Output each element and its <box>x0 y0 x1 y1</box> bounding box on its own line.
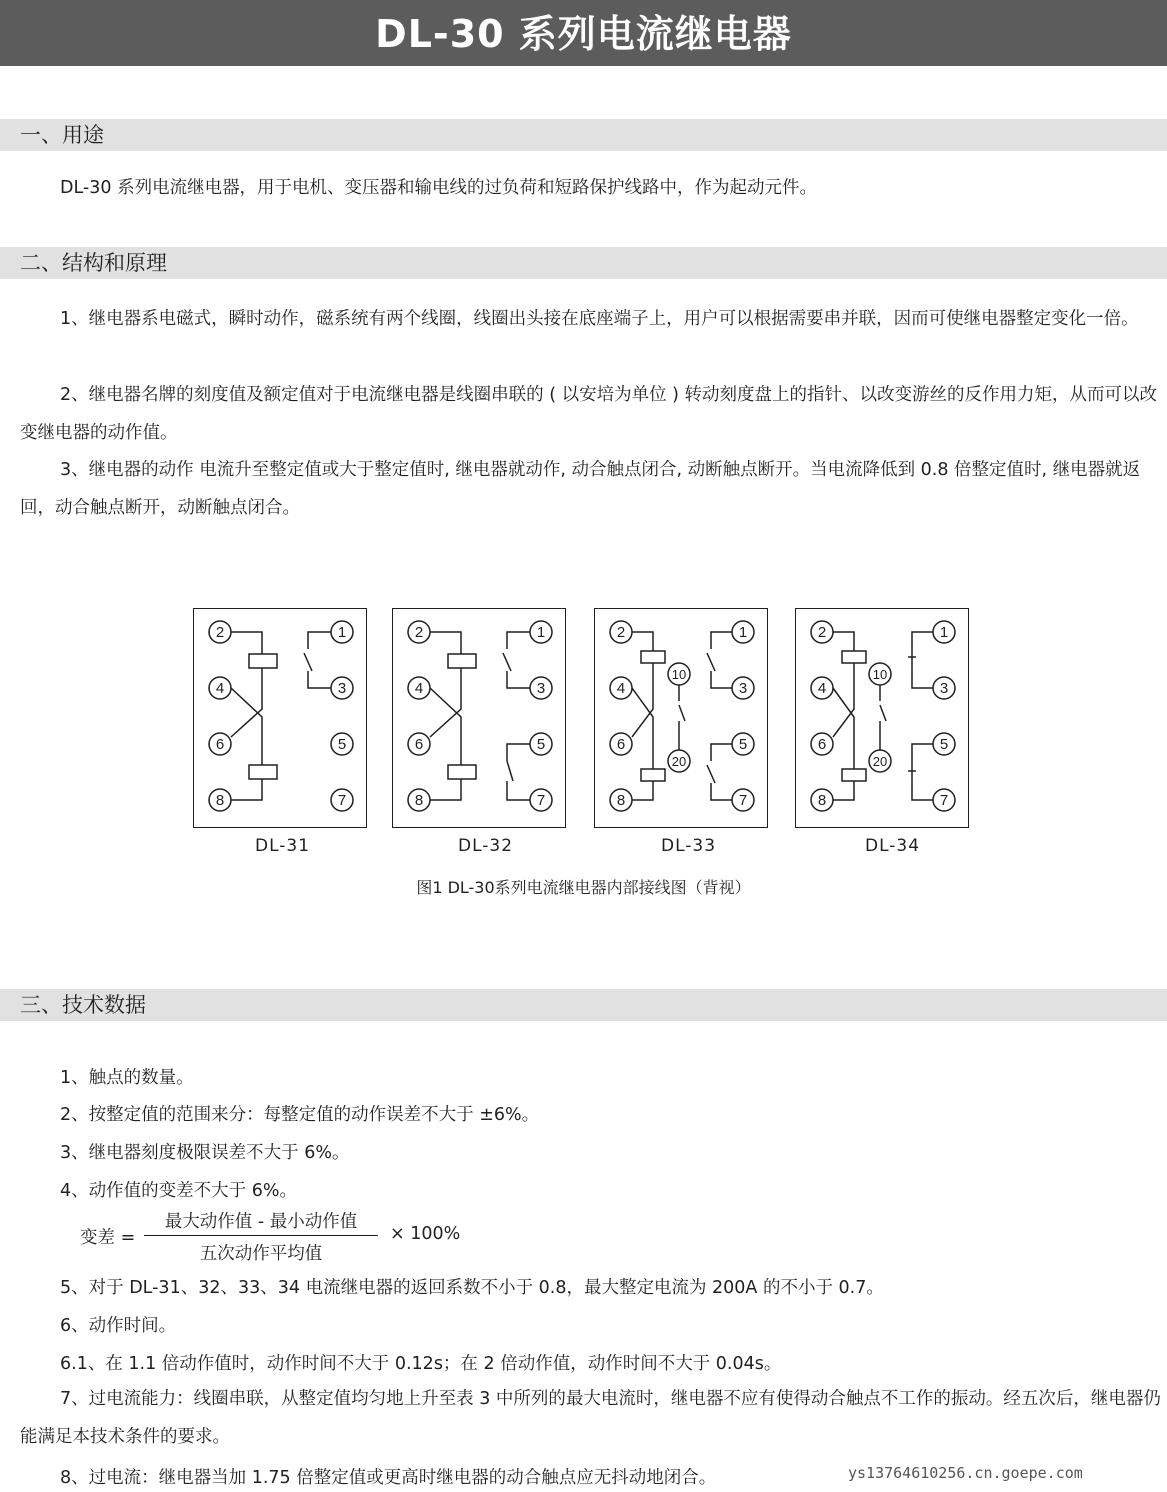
terminal-label: 10 <box>671 667 687 682</box>
terminal-label: 4 <box>414 680 424 697</box>
terminal-label: 7 <box>939 792 949 809</box>
formula-lhs: 变差 = <box>80 1228 136 1248</box>
terminal-label: 7 <box>738 792 748 809</box>
terminal-label: 8 <box>817 792 827 809</box>
terminal-label: 3 <box>939 680 949 697</box>
terminal-label: 2 <box>616 624 626 641</box>
structure-paragraph-2: 2、继电器名牌的刻度值及额定值对于电流继电器是线圈串联的 ( 以安培为单位 ) 转动刻度盘上的指针、以改变游丝的反作用力矩，从而可以改变继电器的动作值。 <box>20 385 1158 443</box>
tech-item-7: 7、过电流能力：线圈串联，从整定值均匀地上升至表 3 中所列的最大电流时，继电器不应有使得动合触点不工作的振动。经五次后，继电器仍能满足本技术条件的要求。 <box>20 1389 1161 1447</box>
terminal-label: 10 <box>872 667 888 682</box>
diagram-caption-dl34: DL-34 <box>865 836 921 856</box>
terminal-label: 5 <box>939 736 949 753</box>
wiring-diagram-dl32 <box>392 608 566 828</box>
terminal-label: 8 <box>414 792 424 809</box>
terminal-label: 5 <box>337 736 347 753</box>
terminal-label: 6 <box>414 736 424 753</box>
wiring-diagram-dl31 <box>193 608 367 828</box>
diagram-caption-dl31: DL-31 <box>255 836 311 856</box>
terminal-label: 1 <box>939 624 949 641</box>
terminal-label: 4 <box>616 680 626 697</box>
terminal-label: 6 <box>215 736 225 753</box>
formula-numerator: 最大动作值 - 最小动作值 <box>164 1212 358 1232</box>
terminal-label: 3 <box>337 680 347 697</box>
terminal-label: 3 <box>738 680 748 697</box>
terminal-label: 20 <box>872 754 888 769</box>
terminal-label: 1 <box>738 624 748 641</box>
diagram-caption-dl32: DL-32 <box>458 836 514 856</box>
terminal-label: 1 <box>536 624 546 641</box>
terminal-label: 5 <box>738 736 748 753</box>
figure-caption: 图1 DL-30系列电流继电器内部接线图（背视） <box>416 878 751 897</box>
terminal-label: 6 <box>616 736 626 753</box>
fraction-bar <box>144 1235 378 1236</box>
terminal-label: 7 <box>337 792 347 809</box>
page-title: DL-30 系列电流继电器 <box>0 0 1167 66</box>
tech-item-5: 5、对于 DL-31、32、33、34 电流继电器的返回系数不小于 0.8，最大整定电流为 200A 的不小于 0.7。 <box>60 1278 884 1298</box>
terminal-label: 2 <box>414 624 424 641</box>
section-heading-usage: 一、用途 <box>0 119 1167 151</box>
terminal-label: 2 <box>215 624 225 641</box>
terminal-label: 7 <box>536 792 546 809</box>
structure-paragraph-1: 1、继电器系电磁式，瞬时动作，磁系统有两个线圈，线圈出头接在底座端子上，用户可以根据需要串并联，因而可使继电器整定变化一倍。 <box>60 309 1139 329</box>
terminal-label: 8 <box>616 792 626 809</box>
tech-item-1: 1、触点的数量。 <box>60 1068 194 1088</box>
terminal-label: 5 <box>536 736 546 753</box>
diagram-caption-dl33: DL-33 <box>661 836 717 856</box>
tech-item-3: 3、继电器刻度极限误差不大于 6%。 <box>60 1143 350 1163</box>
wiring-diagram-dl34 <box>795 608 969 828</box>
terminal-label: 8 <box>215 792 225 809</box>
terminal-label: 3 <box>536 680 546 697</box>
variance-formula <box>80 1208 500 1266</box>
terminal-label: 4 <box>817 680 827 697</box>
structure-paragraph-3: 3、继电器的动作 电流升至整定值或大于整定值时, 继电器就动作, 动合触点闭合, 动断触点断开。当电流降低到 0.8 倍整定值时, 继电器就返回，动合触点断开，动断触点闭合。 <box>20 460 1141 518</box>
terminal-label: 2 <box>817 624 827 641</box>
tech-item-6-1: 6.1、在 1.1 倍动作值时，动作时间不大于 0.12s；在 2 倍动作值，动作时间不大于 0.04s。 <box>60 1354 782 1374</box>
terminal-label: 4 <box>215 680 225 697</box>
terminal-label: 20 <box>671 754 687 769</box>
usage-text: DL-30 系列电流继电器，用于电机、变压器和输电线的过负荷和短路保护线路中，作为起动元件。 <box>60 178 818 198</box>
section-heading-tech: 三、技术数据 <box>0 989 1167 1021</box>
tech-item-4: 4、动作值的变差不大于 6%。 <box>60 1181 297 1201</box>
tech-item-6: 6、动作时间。 <box>60 1316 177 1336</box>
wiring-diagram-dl33 <box>594 608 768 828</box>
terminal-label: 6 <box>817 736 827 753</box>
formula-denominator: 五次动作平均值 <box>199 1244 323 1264</box>
tech-item-2: 2、按整定值的范围来分：每整定值的动作误差不大于 ±6%。 <box>60 1105 540 1125</box>
watermark-text: ys13764610256.cn.goepe.com <box>848 1464 1083 1482</box>
section-heading-structure: 二、结构和原理 <box>0 247 1167 279</box>
tech-item-8: 8、过电流：继电器当加 1.75 倍整定值或更高时继电器的动合触点应无抖动地闭合。 <box>60 1468 717 1488</box>
formula-rhs: × 100% <box>390 1224 461 1244</box>
terminal-label: 1 <box>337 624 347 641</box>
